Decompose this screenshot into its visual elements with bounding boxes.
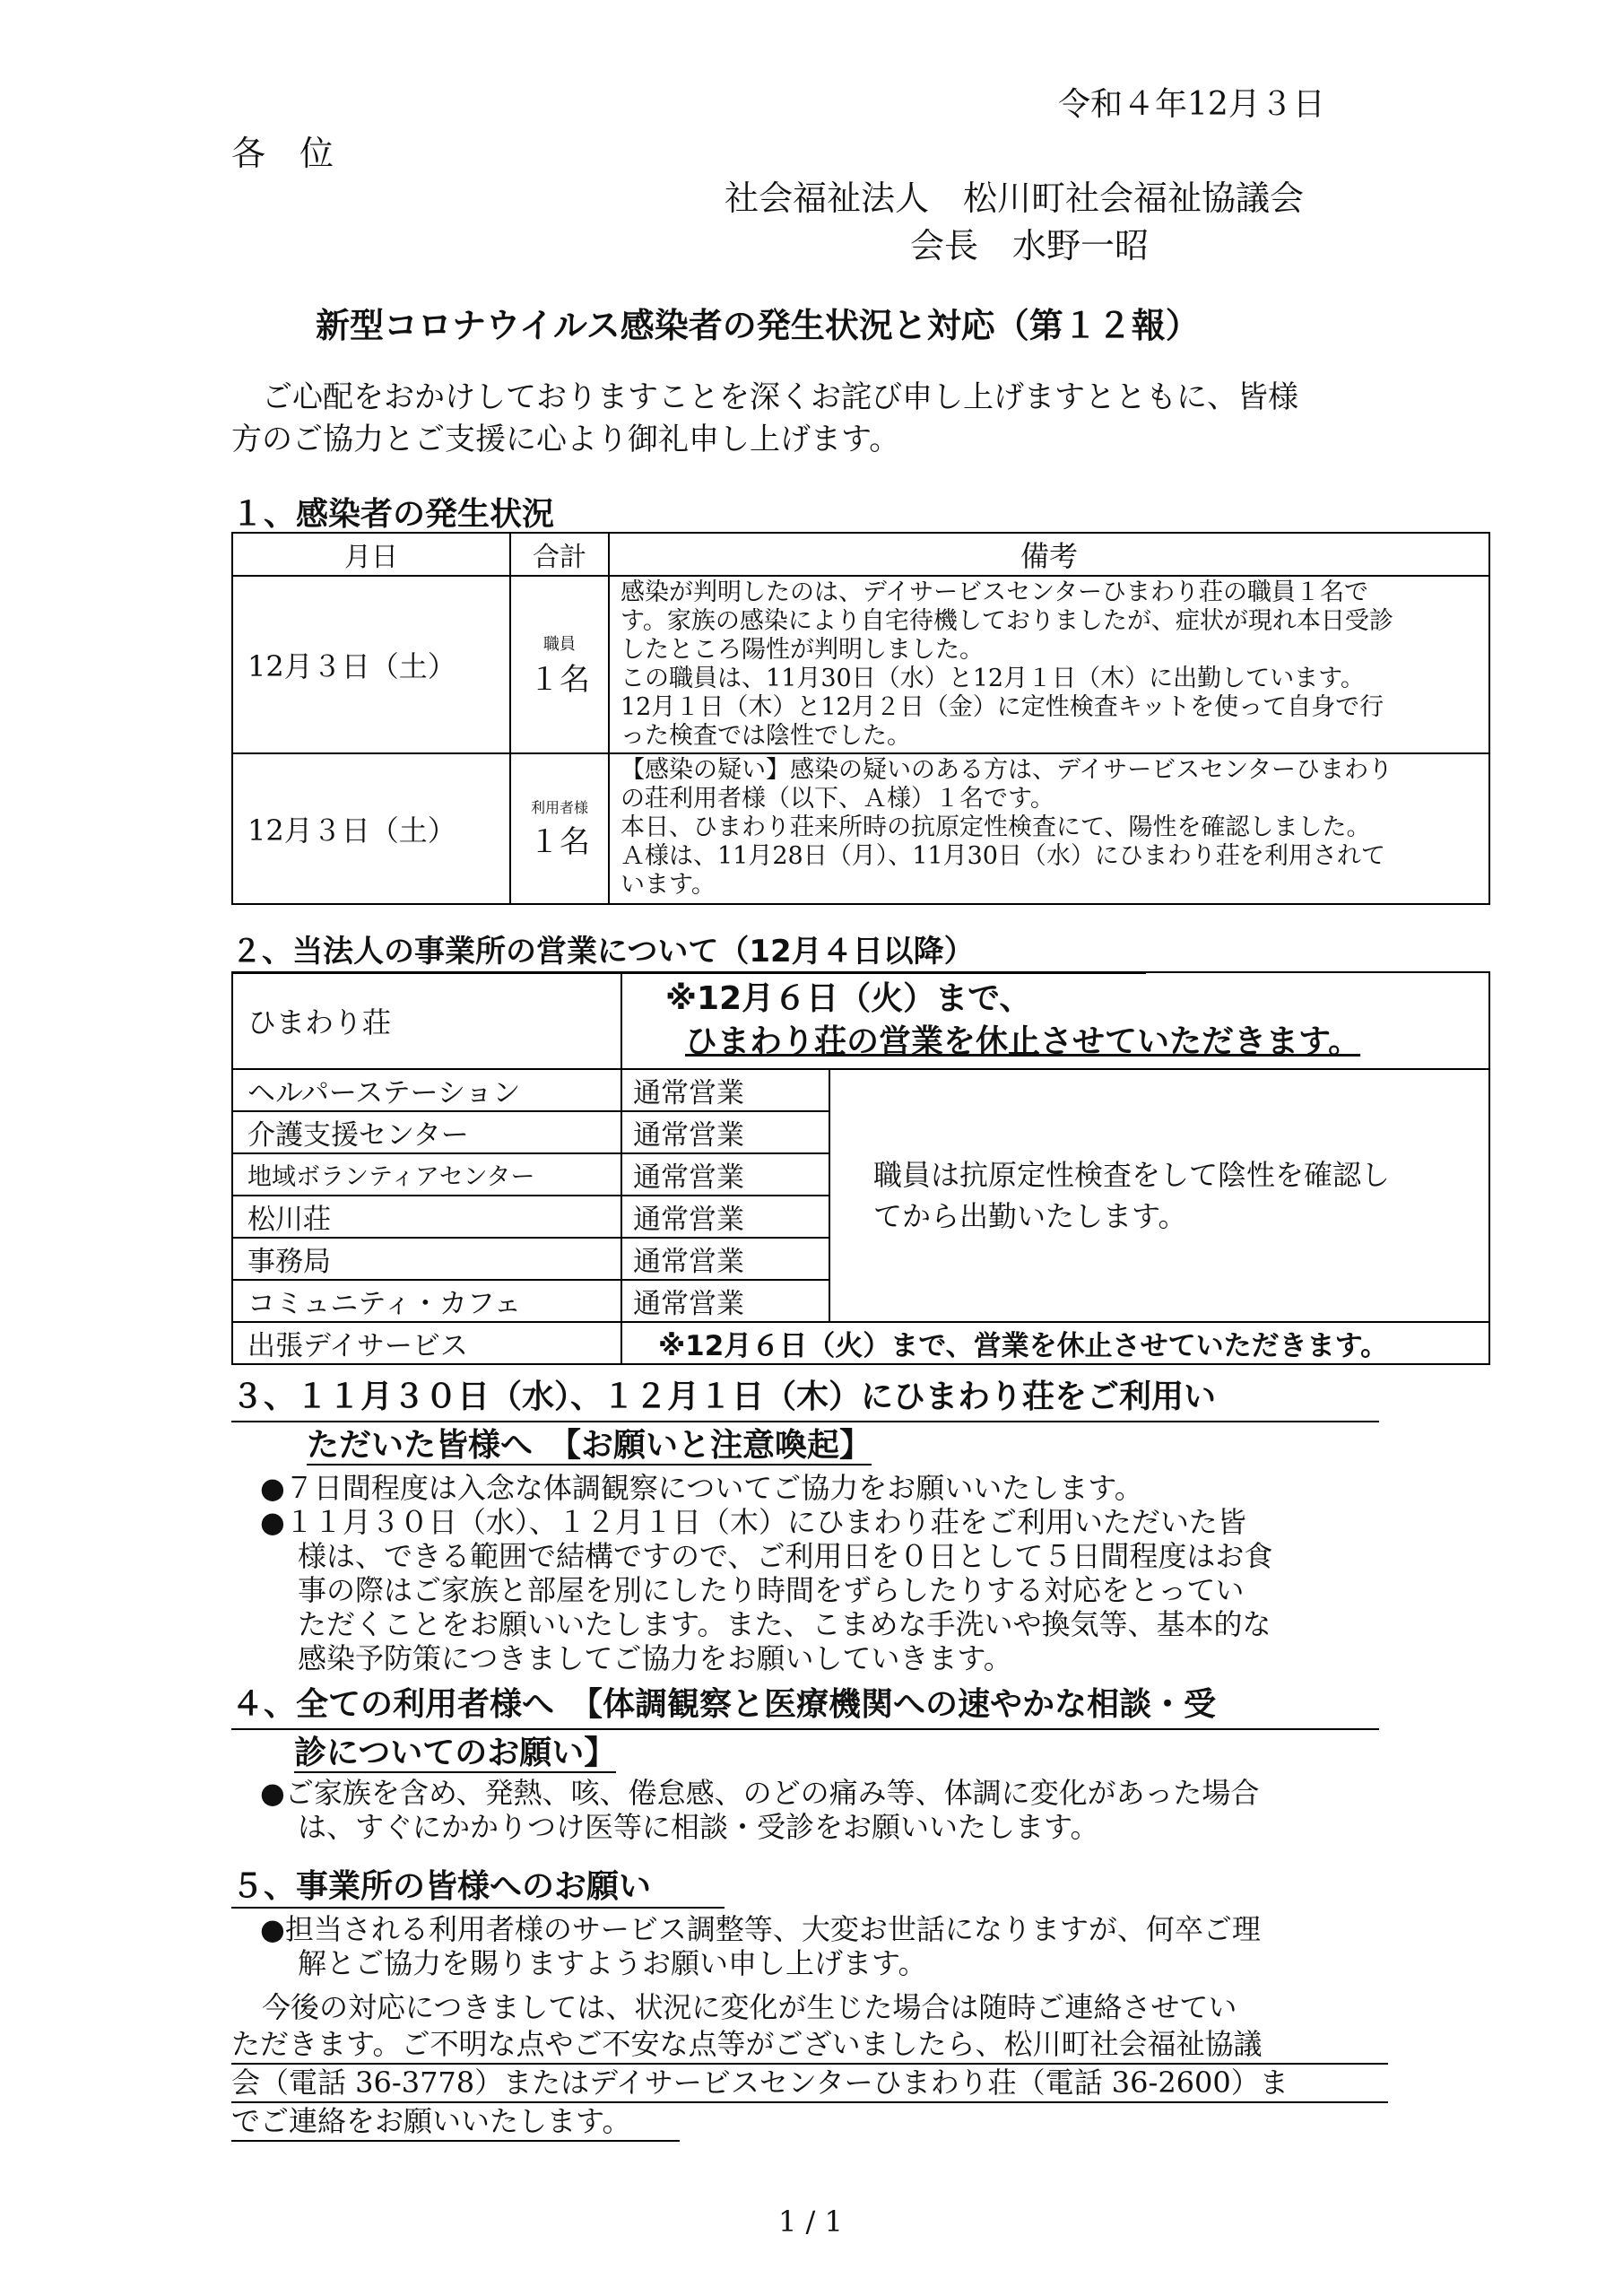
closing-line: ただきます。ご不明な点やご不安な点等がございましたら、松川町社会福祉協議 bbox=[231, 2026, 1388, 2065]
bullet-line: ●１１月３０日（水）、１２月１日（木）にひまわり荘をご利用いただいた皆 bbox=[260, 1505, 1246, 1539]
office-status: 通常営業 bbox=[621, 1111, 829, 1153]
note-line: 本日、ひまわり荘来所時の抗原定性検査にて、陽性を確認しました。 bbox=[621, 813, 1371, 841]
document-date: 令和４年12月３日 bbox=[1058, 86, 1325, 123]
closing-paragraph bbox=[231, 1989, 1388, 2142]
bullet-line: は、すぐにかかりつけ医等に相談・受診をお願いいたします。 bbox=[298, 1810, 1099, 1844]
section1-heading: １、感染者の発生状況 bbox=[231, 496, 555, 533]
page-number: 1 / 1 bbox=[778, 2205, 843, 2239]
intro-line: 方のご協力とご支援に心より御礼申し上げます。 bbox=[231, 422, 900, 457]
sender-name: 会長 水野一昭 bbox=[910, 226, 1150, 265]
staff-testing-note bbox=[829, 1069, 1489, 1322]
note-line: 【感染の疑い】感染の疑いのある方は、デイサービスセンターひまわり bbox=[621, 756, 1393, 784]
office-name-outreach: 出張デイサービス bbox=[232, 1322, 621, 1364]
outreach-closure-notice: ※12月６日（火）まで、営業を休止させていただきます。 bbox=[621, 1322, 1489, 1364]
closing-line: 今後の対応につきましては、状況に変化が生じた場合は随時ご連絡させてい bbox=[262, 1990, 1237, 2024]
bullet-line: 感染予防策につきましてご協力をお願いしていきます。 bbox=[298, 1641, 1012, 1675]
office-name: 地域ボランティアセンター bbox=[232, 1153, 621, 1196]
section4-heading bbox=[231, 1682, 1379, 1777]
table-header-notes: 備考 bbox=[609, 533, 1489, 576]
bullet-line: ●担当される利用者様のサービス調整等、大変お世話になりますが、何卒ご理 bbox=[260, 1912, 1261, 1946]
closing-line: でご連絡をお願いいたします。 bbox=[231, 2103, 680, 2142]
section3-heading bbox=[231, 1374, 1379, 1469]
table-row bbox=[232, 576, 1489, 753]
office-name: ヘルパーステーション bbox=[232, 1069, 621, 1111]
intro-paragraph bbox=[231, 377, 1298, 461]
heading-text: ５、事業所の皆様へのお願い bbox=[231, 1861, 725, 1909]
document-title: 新型コロナウイルス感染者の発生状況と対応（第１２報） bbox=[316, 306, 1200, 345]
bullet-line: 解とご協力を賜りますようお願い申し上げます。 bbox=[298, 1946, 927, 1980]
office-status: 通常営業 bbox=[621, 1238, 829, 1280]
note-line: います。 bbox=[621, 871, 716, 899]
section3-bullets bbox=[260, 1471, 1272, 1675]
row-notes bbox=[609, 753, 1489, 904]
office-name: 松川荘 bbox=[232, 1196, 621, 1238]
bullet-line: ●７日間程度は入念な体調観察についてご協力をお願いいたします。 bbox=[260, 1471, 1143, 1505]
note-line: 感染が判明したのは、デイサービスセンターひまわり荘の職員１名で bbox=[621, 578, 1369, 606]
row-total bbox=[510, 753, 609, 904]
office-name: 事務局 bbox=[232, 1238, 621, 1280]
row-date: 12月３日（土） bbox=[232, 753, 510, 904]
row-count: １名 bbox=[529, 824, 590, 860]
row-notes bbox=[609, 576, 1489, 753]
row-total bbox=[510, 576, 609, 753]
note-line: したところ陽性が判明しました。 bbox=[621, 636, 984, 664]
office-name: コミュニティ・カフェ bbox=[232, 1280, 621, 1322]
bullet-line: ただくことをお願いいたします。また、こまめな手洗いや換気等、基本的な bbox=[298, 1607, 1271, 1641]
note-line: 職員は抗原定性検査をして陰性を確認し bbox=[873, 1158, 1391, 1192]
row-type: 職員 bbox=[543, 634, 576, 654]
heading-line: ３、１１月３０日（水）、１２月１日（木）にひまわり荘をご利用い bbox=[231, 1374, 1379, 1422]
himawari-closure-notice bbox=[621, 972, 1489, 1069]
closing-line: 会（電話 36-3778）またはデイサービスセンターひまわり荘（電話 36-2600）ま bbox=[231, 2065, 1388, 2103]
heading-line: 診についてのお願い】 bbox=[294, 1735, 617, 1771]
section2-heading: ２、当法人の事業所の営業について（12月４日以降） bbox=[231, 926, 1146, 974]
office-status: 通常営業 bbox=[621, 1280, 829, 1322]
office-status: 通常営業 bbox=[621, 1153, 829, 1196]
note-line: てから出勤いたします。 bbox=[873, 1199, 1187, 1233]
office-operations-table bbox=[231, 971, 1490, 1365]
section5-heading bbox=[231, 1861, 725, 1909]
row-type: 利用者様 bbox=[530, 799, 588, 816]
office-name-himawari: ひまわり荘 bbox=[232, 972, 621, 1069]
note-line: す。家族の感染により自宅待機しておりましたが、症状が現れ本日受診 bbox=[621, 607, 1393, 635]
intro-line: ご心配をおかけしておりますことを深くお詫び申し上げますとともに、皆様 bbox=[262, 379, 1298, 415]
table-header-total: 合計 bbox=[510, 533, 609, 576]
row-count: １名 bbox=[529, 661, 590, 698]
note-line: 12月１日（木）と12月２日（金）に定性検査キットを使って自身で行 bbox=[621, 693, 1384, 721]
office-status: 通常営業 bbox=[621, 1196, 829, 1238]
notice-line: ※12月６日（火）まで、 bbox=[665, 980, 1032, 1017]
heading-line: ４、全ての利用者様へ 【体調観察と医療機関への速やかな相談・受 bbox=[231, 1682, 1379, 1730]
row-date: 12月３日（土） bbox=[232, 576, 510, 753]
note-line: Ａ様は、11月28日（月）、11月30日（水）にひまわり荘を利用されて bbox=[621, 842, 1385, 870]
note-line: った検査では陰性でした。 bbox=[621, 722, 911, 750]
bullet-line: 事の際はご家族と部屋を別にしたり時間をずらしたりする対応をとってい bbox=[298, 1573, 1245, 1607]
infection-status-table bbox=[231, 532, 1490, 905]
sender-organization: 社会福祉法人 松川町社会福祉協議会 bbox=[725, 178, 1305, 218]
office-name: 介護支援センター bbox=[232, 1111, 621, 1153]
section4-bullets bbox=[260, 1776, 1259, 1844]
note-line: の荘利用者様（以下、Ａ様）１名です。 bbox=[621, 785, 1055, 813]
heading-line: ただいた皆様へ 【お願いと注意喚起】 bbox=[307, 1427, 872, 1464]
notice-line: ひまわり荘の営業を休止させていただきます。 bbox=[685, 1023, 1361, 1060]
table-header-date: 月日 bbox=[232, 533, 510, 576]
bullet-line: ●ご家族を含め、発熱、咳、倦怠感、のどの痛み等、体調に変化があった場合 bbox=[260, 1776, 1260, 1810]
section5-bullets bbox=[260, 1912, 1261, 1980]
office-status: 通常営業 bbox=[621, 1069, 829, 1111]
table-row bbox=[232, 753, 1489, 904]
bullet-line: 様は、できる範囲で結構ですので、ご利用日を０日として５日間程度はお食 bbox=[298, 1539, 1273, 1573]
addressee: 各 位 bbox=[231, 134, 334, 173]
note-line: この職員は、11月30日（水）と12月１日（木）に出勤しています。 bbox=[621, 665, 1365, 692]
